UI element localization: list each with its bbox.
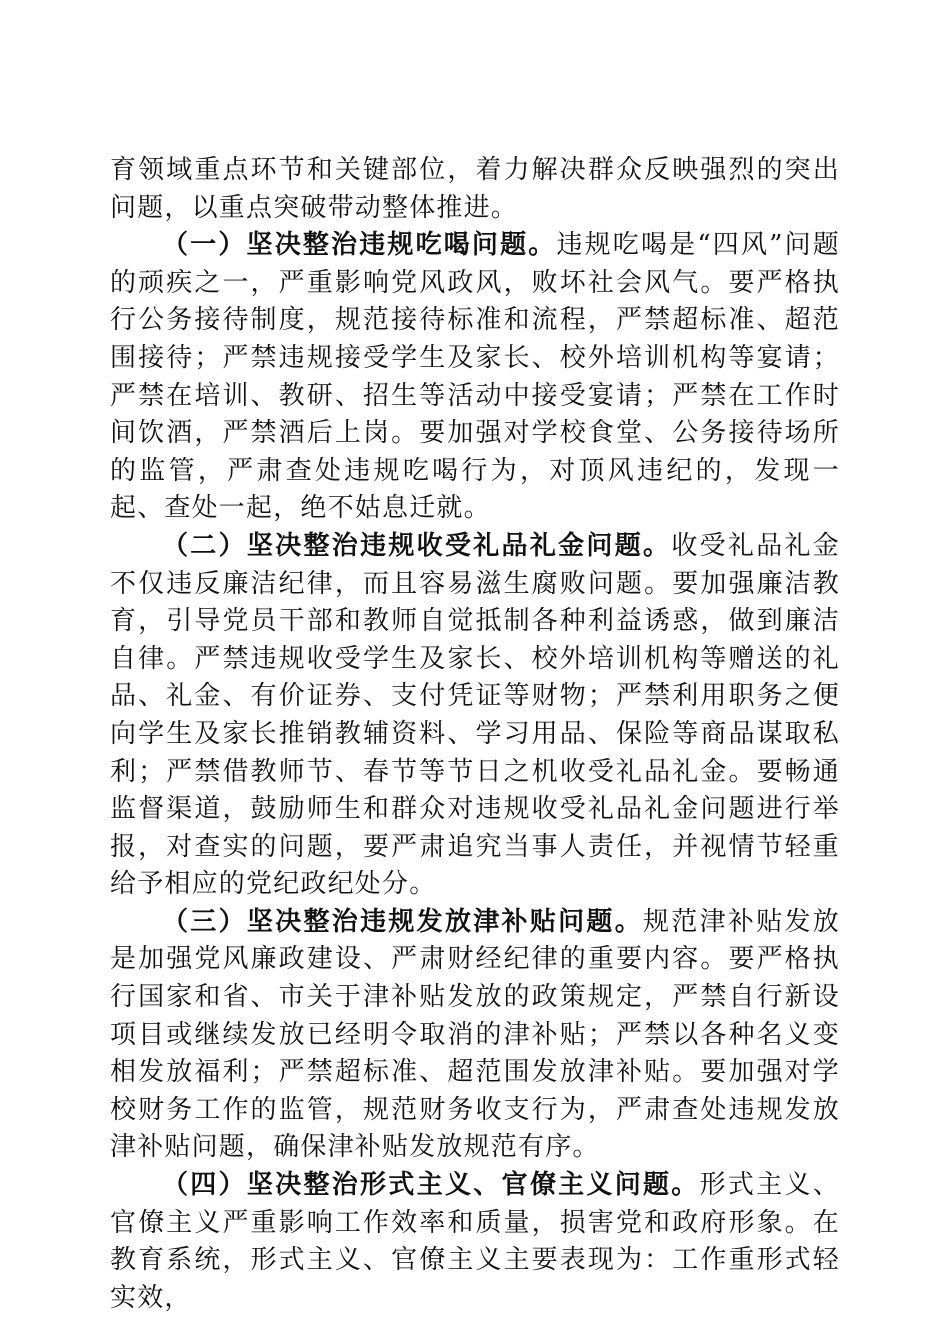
- section-heading: （四）坚决整治形式主义、官僚主义问题。: [162, 1170, 700, 1201]
- document-body: [110, 152, 840, 1317]
- paragraph-body: 育领域重点环节和关键部位，着力解决群众反映强烈的突出问题，以重点突破带动整体推进。: [110, 155, 840, 223]
- paragraph-body: 违规吃喝是“四风”问题的顽疾之一，严重影响党风政风，败坏社会风气。要严格执行公务接待制度，规范接待标准和流程，严禁超标准、超范围接待；严禁违规接受学生及家长、校外培训机构等宴请；严禁在培训、教研、招生等活动中接受宴请；严禁在工作时间饮酒，严禁酒后上岗。要加强对学校食堂、公务接待场所的监管，严肃查处违规吃喝行为，对顶风违纪的，发现一起、查处一起，绝不姑息迁就。: [110, 230, 840, 524]
- paragraph-body: 形式主义、官僚主义严重影响工作效率和质量，损害党和政府形象。在教育系统，形式主义、官僚主义主要表现为：工作重形式轻实效，: [110, 1170, 840, 1313]
- section-heading: （二）坚决整治违规收受礼品礼金问题。: [162, 530, 672, 561]
- paragraph-section-2: [110, 528, 840, 904]
- paragraph-body: 规范津补贴发放是加强党风廉政建设、严肃财经纪律的重要内容。要严格执行国家和省、市关于津补贴发放的政策规定，严禁自行新设项目或继续发放已经明令取消的津补贴；严禁以各种名义变相发放福利；严禁超标准、超范围发放津补贴。要加强对学校财务工作的监管，规范财务收支行为，严肃查处违规发放津补贴问题，确保津补贴发放规范有序。: [110, 906, 841, 1163]
- section-heading: （一）坚决整治违规吃喝问题。: [162, 230, 557, 261]
- paragraph-section-1: [110, 227, 840, 528]
- section-heading: （三）坚决整治违规发放津补贴问题。: [162, 906, 644, 937]
- paragraph-section-3: [110, 904, 840, 1167]
- paragraph-continuation: [110, 152, 840, 227]
- paragraph-body: 收受礼品礼金不仅违反廉洁纪律，而且容易滋生腐败问题。要加强廉洁教育，引导党员干部和教师自觉抵制各种利益诱惑，做到廉洁自律。严禁违规收受学生及家长、校外培训机构等赠送的礼品、礼金、有价证券、支付凭证等财物；严禁利用职务之便向学生及家长推销教辅资料、学习用品、保险等商品谋取私利；严禁借教师节、春节等节日之机收受礼品礼金。要畅通监督渠道，鼓励师生和群众对违规收受礼品礼金问题进行举报，对查实的问题，要严肃追究当事人责任，并视情节轻重给予相应的党纪政纪处分。: [110, 530, 840, 900]
- paragraph-section-4: [110, 1167, 840, 1317]
